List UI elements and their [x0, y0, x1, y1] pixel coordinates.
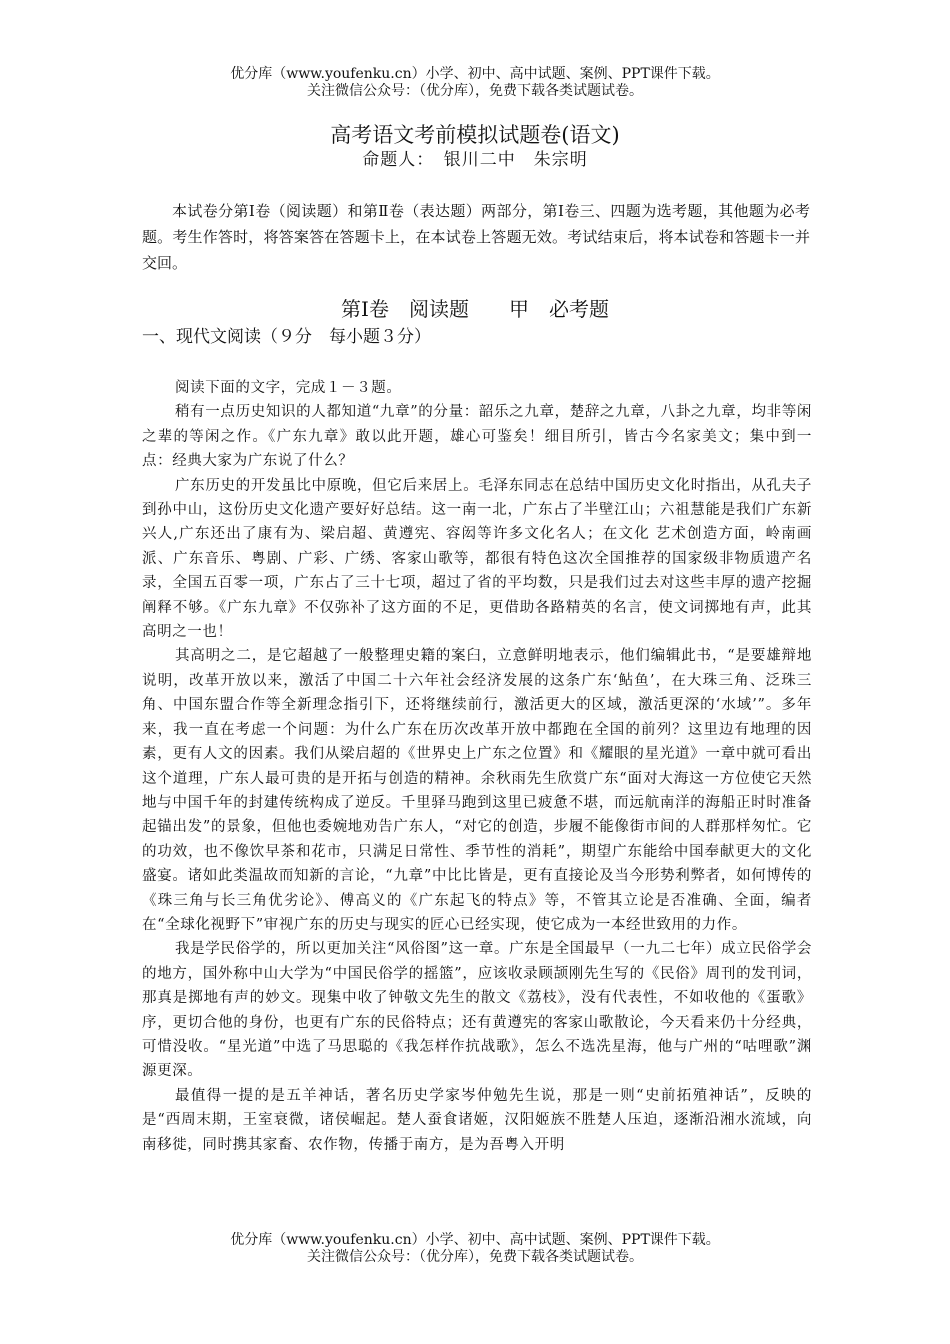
- footer-line-1: 优分库（www.youfenku.cn）小学、初中、高中试题、案例、PPT课件下载。: [230, 1232, 720, 1248]
- page-header: [0, 66, 950, 100]
- exam-instructions: 本试卷分第Ⅰ卷（阅读题）和第Ⅱ卷（表达题）两部分，第Ⅰ卷三、四题为选考题，其他题为必考题。考生作答时，将答案答在答题卡上，在本试卷上答题无效。考试结束后，将本试卷和答题卡一并交回。: [142, 202, 810, 272]
- part-heading: 第Ⅰ卷 阅读题 甲 必考题: [341, 297, 609, 321]
- reading-passage: [142, 376, 812, 1157]
- passage-paragraph: 我是学民俗学的，所以更加关注“风俗图”这一章。广东是全国最早（一九二七年）成立民俗学会的地方，国外称中山大学为“中国民俗学的摇篮”，应该收录顾颉刚先生写的《民俗》周刊的发刊词，那真是掷地有声的妙文。现集中收了钟敬文先生的散文《荔枝》，没有代表性，不如收他的《蛋歌》序，更切合他的身份，也更有广东的民俗特点；还有黄遵宪的客家山歌散论，今天看来仍十分经典，可惜没收。“星光道”中选了马思聪的《我怎样作抗战歌》，怎么不选冼星海，他与广州的“咕哩歌”渊源更深。: [142, 941, 812, 1080]
- footer-line-2: 关注微信公众号：（优分库），免费下载各类试题试卷。: [307, 1249, 643, 1265]
- passage-paragraph: 广东历史的开发虽比中原晚，但它后来居上。毛泽东同志在总结中国历史文化时指出，从孔夫子到孙中山，这份历史文化遗产要好好总结。这一南一北，广东占了半壁江山；六祖慧能是我们广东新兴人,广东还出了康有为、梁启超、黄遵宪、容闳等许多文化名人；在文化 艺术创造方面，岭南画派、广东音乐、粤剧、广彩、广绣、客家山歌等，都很有特色这次全国推荐的国家级非物质遗产名录，全国五百零一项，广东占了三十七项，超过了省的平均数，只是我们过去对这些丰厚的遗产挖掘阐释不够。《广东九章》不仅弥补了这方面的不足，更借助各路精英的名言，使文词掷地有声，此其高明之一也！: [142, 477, 812, 641]
- passage-paragraph: 其高明之二，是它超越了一般整理史籍的案臼，立意鲜明地表示，他们编辑此书，“是要雄辩地说明，改革开放以来，激活了中国二十六年社会经济发展的这条广东‘鲇鱼’，在大珠三角、泛珠三角、中国东盟合作等全新理念指引下，还将继续前行，激活更大的区域，激活更深的‘水域’”。多年来，我一直在考虑一个问题：为什么广东在历次改革开放中都跑在全国的前列？这里边有地理的因素，更有人文的因素。我们从梁启超的《世界史上广东之位置》和《耀眼的星光道》一章中就可看出这个道理，广东人最可贵的是开拓与创造的精神。余秋雨先生欣赏广东“面对大海这一方位使它天然地与中国千年的封建传统构成了逆反。千里驿马跑到这里已疲惫不堪，而远航南洋的海船正时时准备起锚出发”的景象，但他也委婉地劝告广东人，“对它的创造，步履不能像街市间的人群那样匆忙。它的功效，也不像饮早茶和花市，只满足日常性、季节性的消耗”，期望广东能给中国奉献更大的文化盛宴。诸如此类温故而知新的言论，“九章”中比比皆是，更有直接论及当今形势利弊者，如何博传的《珠三角与长三角优劣论》、傅高义的《广东起飞的特点》等，不管其立论是否准确、全面，编者在“全球化视野下”审视广东的历史与现实的匠心已经实现，使它成为一本经世致用的力作。: [142, 648, 812, 933]
- author-line: 命题人： 银川二中 朱宗明: [362, 150, 588, 170]
- passage-paragraph: 阅读下面的文字，完成１－３题。: [175, 380, 402, 396]
- section-heading: 一、现代文阅读（９分 每小题３分）: [142, 327, 431, 347]
- passage-paragraph: 最值得一提的是五羊神话，著名历史学家岑仲勉先生说，那是一则“史前拓殖神话”，反映的是“西周末期，王室衰微，诸侯崛起。楚人蚕食诸姬，汉阳姬族不胜楚人压迫，逐渐沿湘水流域，向南移徙，同时携其家畜、农作物，传播于南方，是为吾粤入开明: [142, 1087, 812, 1153]
- header-line-2: 关注微信公众号：（优分库），免费下载各类试题试卷。: [307, 83, 643, 99]
- page-title: 高考语文考前模拟试题卷(语文): [330, 123, 620, 147]
- header-line-1: 优分库（www.youfenku.cn）小学、初中、高中试题、案例、PPT课件下载。: [230, 66, 720, 82]
- passage-paragraph: 稍有一点历史知识的人都知道“九章”的分量：韶乐之九章，楚辞之九章，八卦之九章，均非等闲之辈的等闲之作。《广东九章》敢以此开题，雄心可鉴矣！细目所引，皆古今名家美文；集中到一点：经典大家为广东说了什么？: [142, 404, 812, 470]
- page-footer: [0, 1232, 950, 1266]
